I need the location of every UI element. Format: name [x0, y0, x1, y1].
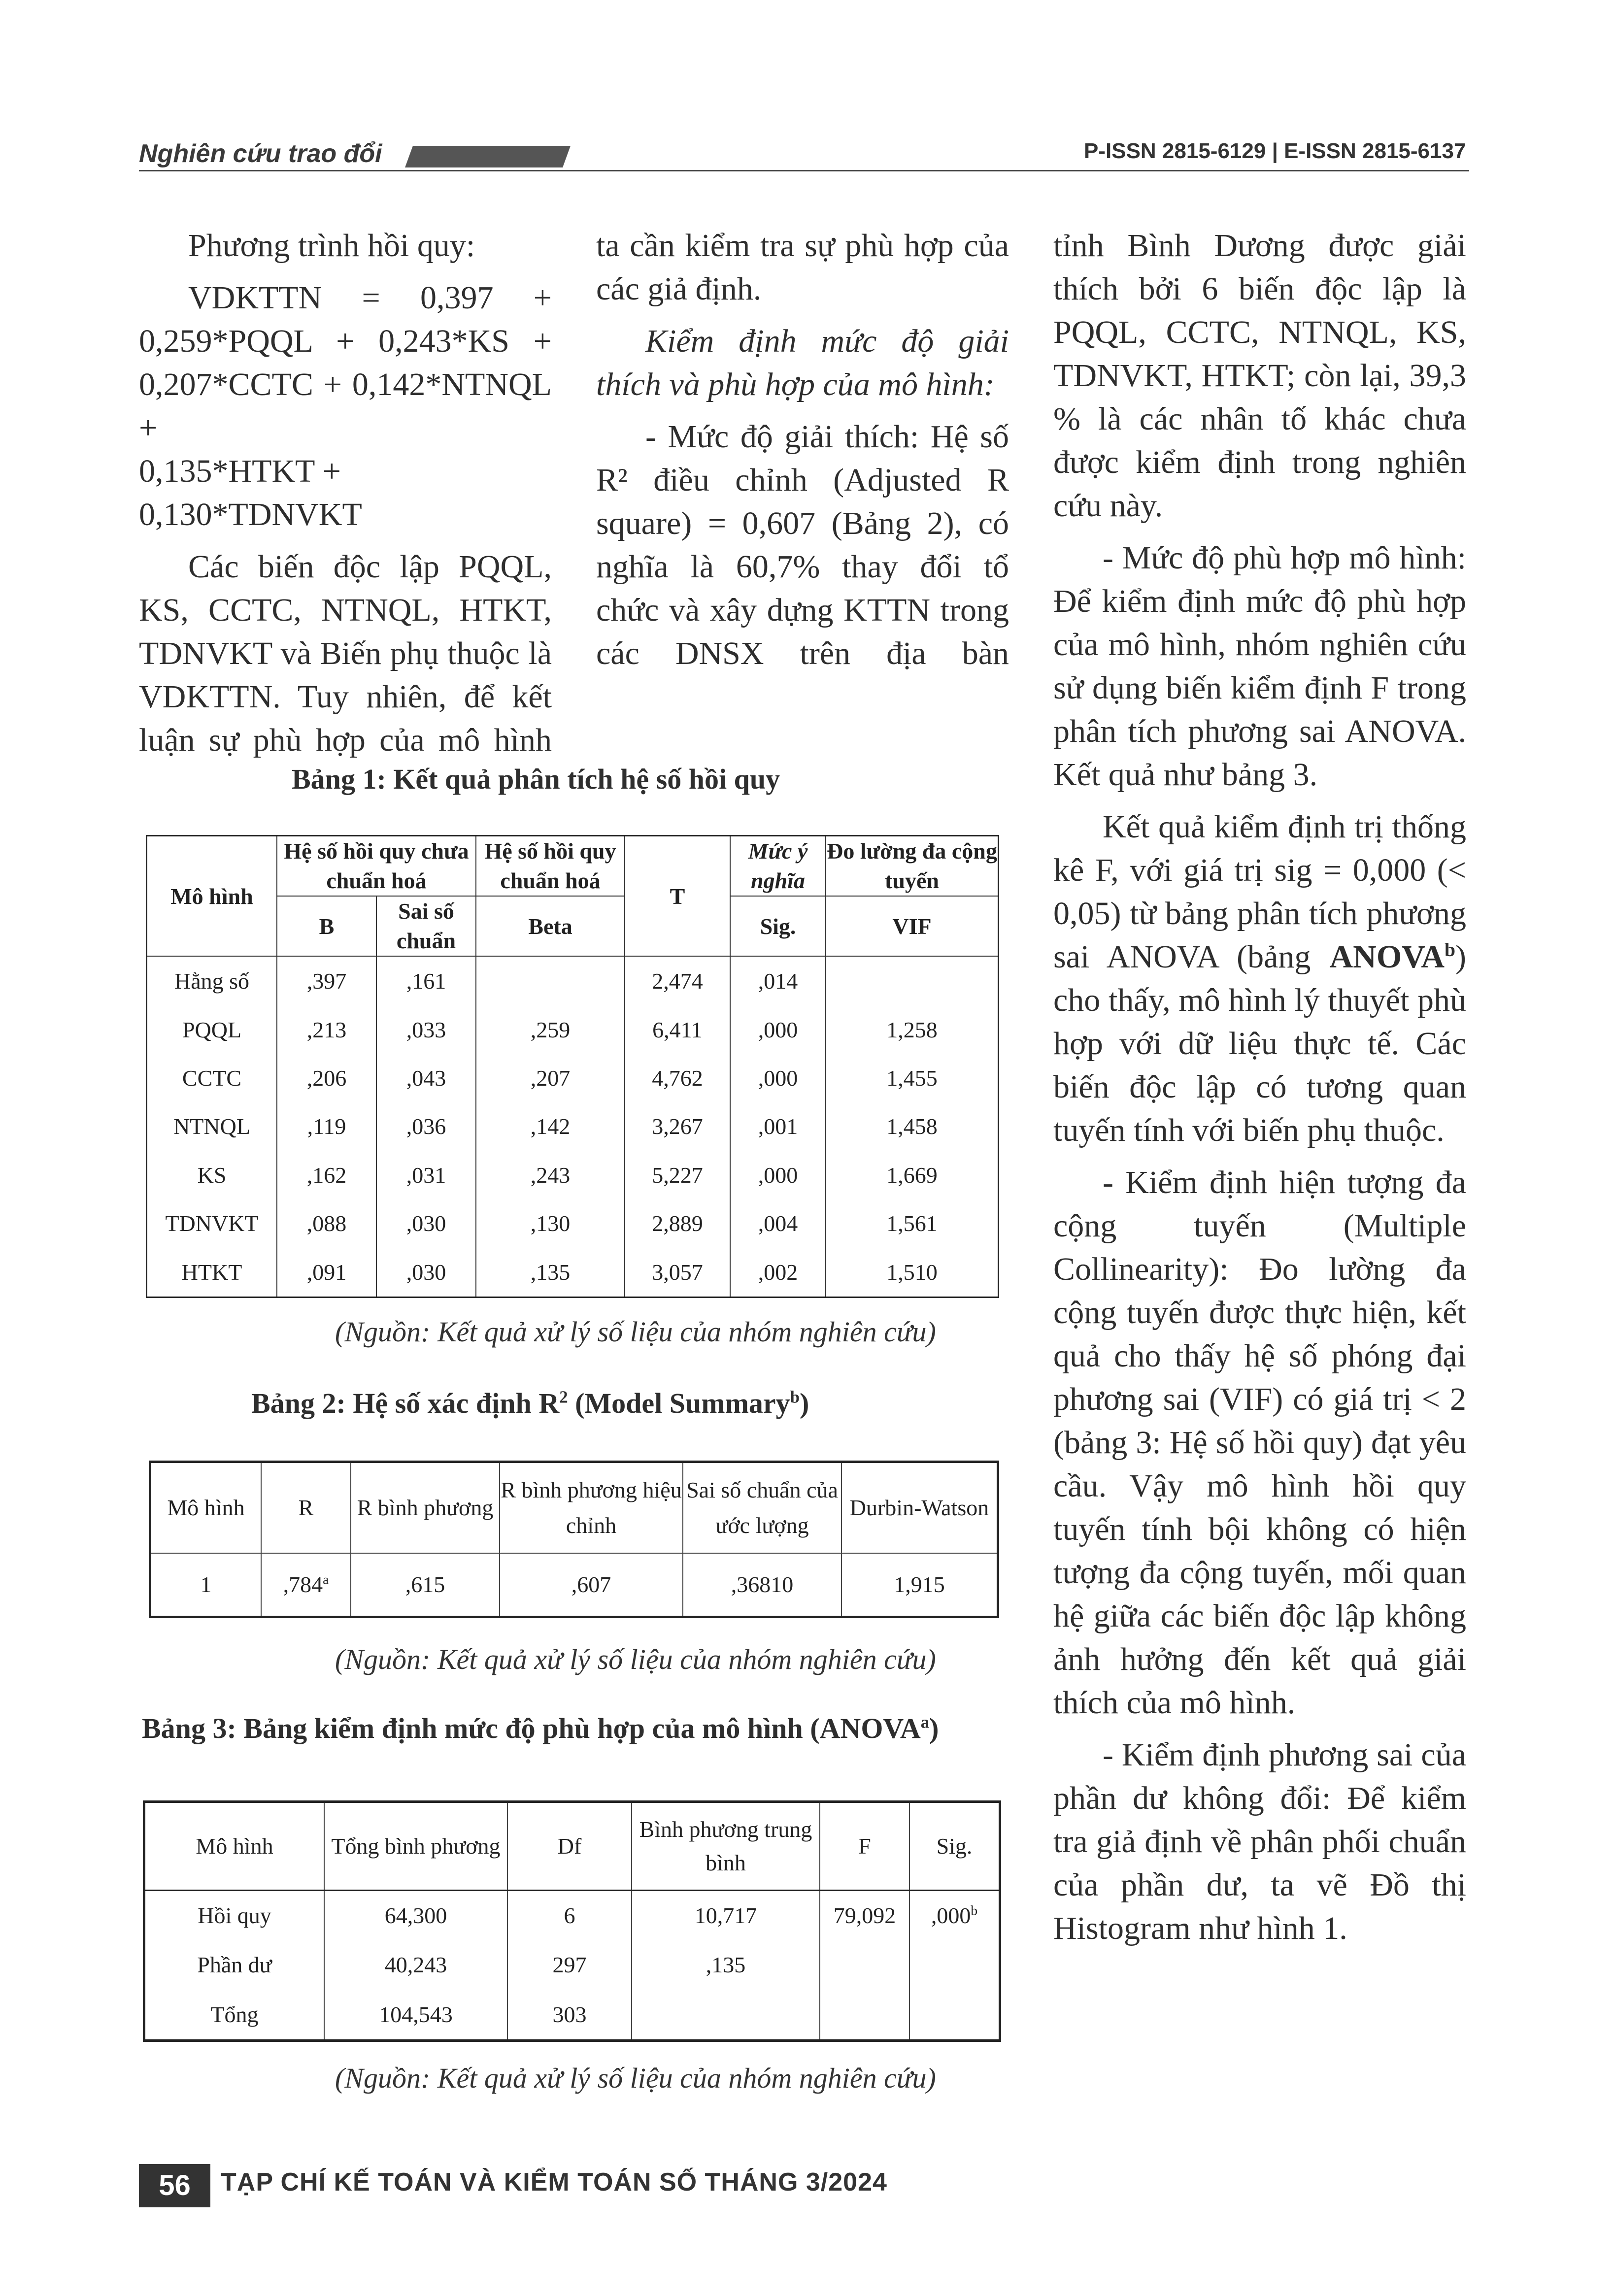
- issn-label: P-ISSN 2815-6129 | E-ISSN 2815-6137: [1084, 139, 1466, 163]
- table-cell: ,030: [376, 1247, 476, 1297]
- table-cell: ,213: [277, 1005, 376, 1054]
- table-header: Sai số chuẩn: [376, 896, 476, 956]
- equation-line: [139, 276, 552, 320]
- table-cell: [826, 956, 999, 1005]
- table-cell: ,031: [376, 1151, 476, 1199]
- table-header: R bình phương: [351, 1462, 500, 1553]
- text-column-left: [139, 224, 552, 771]
- regression-equation: [139, 276, 552, 536]
- table-header: Beta: [476, 896, 625, 956]
- table3-source: (Nguồn: Kết quả xử lý số liệu của nhóm nghiên cứu): [335, 2062, 936, 2094]
- paragraph: - Kiểm định phương sai của phần dư không đổi: Để kiểm tra giả định về phân phối chuẩn của phần dư, ta vẽ Đồ thị Histogram như hình 1.: [1053, 1737, 1466, 1946]
- table-cell: 10,717: [632, 1891, 820, 1941]
- table-header: Sig.: [730, 896, 826, 956]
- paragraph: - Kiểm định hiện tượng đa cộng tuyến (Multiple Collinearity): Đo lường đa cộng tuyến được thực hiện, kết quả cho thấy hệ số phóng đại phương sai (VIF) có giá trị < 2 (bảng 3: Hệ số hồi quy) đạt yêu cầu. Vậy mô hình hồi quy tuyến tính bội không có hiện tượng đa cộng tuyến, mối quan hệ giữa các biến độc lập không ảnh hưởng đến kết quả giải thích của mô hình.: [1053, 1165, 1466, 1721]
- table-cell: [820, 1940, 909, 1990]
- header-rule: [139, 170, 1469, 171]
- table-cell: ,206: [277, 1054, 376, 1102]
- paragraph: - Mức độ giải thích: Hệ số R² điều chỉnh (Adjusted R square) = 0,607 (Bảng 2), có nghĩa là 60,7% thay đổi tổ chức và xây dựng KTTN trong các DNSX trên địa bàn: [596, 419, 1009, 671]
- table-row: [144, 1990, 1000, 2040]
- table1-caption: Bảng 1: Kết quả phân tích hệ số hồi quy: [292, 763, 780, 795]
- equation-line: 0,259*PQQL + 0,243*KS +: [139, 323, 552, 359]
- table-cell: ,004: [730, 1199, 826, 1247]
- table-cell: ,000: [730, 1054, 826, 1102]
- table-cell: NTNQL: [147, 1102, 277, 1151]
- table-cell: ,043: [376, 1054, 476, 1102]
- table3-caption: Bảng 3: Bảng kiểm định mức độ phù hợp của mô hình (ANOVA$^a$): [142, 1712, 939, 1744]
- table-cell: ,207: [476, 1054, 625, 1102]
- table-cell: ,135: [476, 1247, 625, 1297]
- equation-plus: +: [533, 280, 552, 316]
- table-row: [147, 1054, 999, 1102]
- table-cell: [909, 1990, 1000, 2040]
- table-header: T: [625, 836, 730, 957]
- table-cell: ,607: [500, 1553, 683, 1617]
- text-column-middle: [596, 224, 1009, 684]
- table-cell: 3,267: [625, 1102, 730, 1151]
- table-cell: ,000: [730, 1151, 826, 1199]
- table-cell: 40,243: [324, 1940, 507, 1990]
- table-cell: 297: [507, 1940, 632, 1990]
- equation-constant: 0,397: [420, 280, 494, 316]
- table-cell: 1,458: [826, 1102, 999, 1151]
- table-cell: ,130: [476, 1199, 625, 1247]
- table-cell: ,397: [277, 956, 376, 1005]
- table-cell: Tổng: [144, 1990, 325, 2040]
- table-cell: ,033: [376, 1005, 476, 1054]
- table-cell: HTKT: [147, 1247, 277, 1297]
- table-header: Đo lường đa cộng tuyến: [826, 836, 999, 897]
- table-cell: TDNVKT: [147, 1199, 277, 1247]
- table2-caption: Bảng 2: Hệ số xác định $R^2$ (Model Summary$^b$): [251, 1387, 809, 1419]
- table-cell: ,135: [632, 1940, 820, 1990]
- table-cell: 4,762: [625, 1054, 730, 1102]
- table-cell: ,259: [476, 1005, 625, 1054]
- table-cell: 5,227: [625, 1151, 730, 1199]
- table-cell: 1: [150, 1553, 262, 1617]
- equation-equals: =: [362, 280, 380, 316]
- table2-model-summary: [149, 1461, 999, 1618]
- table-cell: ,615: [351, 1553, 500, 1617]
- table-cell: Hồi quy: [144, 1891, 325, 1941]
- table-cell: ,243: [476, 1151, 625, 1199]
- table-cell: ,002: [730, 1247, 826, 1297]
- table-header: Tổng bình phương: [324, 1802, 507, 1891]
- table-cell: ,142: [476, 1102, 625, 1151]
- table-row: [144, 1940, 1000, 1990]
- table-cell: 79,092: [820, 1891, 909, 1941]
- table-header: Df: [507, 1802, 632, 1891]
- paragraph: - Mức độ phù hợp mô hình: Để kiểm định mức độ phù hợp của mô hình, nhóm nghiên cứu sử dụng biến kiểm định F trong phân tích phương sai ANOVA. Kết quả như bảng 3.: [1053, 540, 1466, 793]
- table-cell: Hằng số: [147, 956, 277, 1005]
- table-row: [150, 1553, 998, 1617]
- equation-line: 0,135*HTKT + 0,130*TDNVKT: [139, 453, 362, 532]
- text-column-right: [1053, 224, 1466, 1959]
- table-row: [144, 1891, 1000, 1941]
- table-row: [147, 956, 999, 1005]
- table-cell: CCTC: [147, 1054, 277, 1102]
- table-cell: ,000: [730, 1005, 826, 1054]
- table-row: [147, 1005, 999, 1054]
- table-cell: 1,455: [826, 1054, 999, 1102]
- table-row: [147, 1199, 999, 1247]
- table-cell: 2,889: [625, 1199, 730, 1247]
- table-cell: ,161: [376, 956, 476, 1005]
- table-header: R: [261, 1462, 351, 1553]
- table-header: VIF: [826, 896, 999, 956]
- table-header: Durbin-Watson: [841, 1462, 998, 1553]
- table-header: Hệ số hồi quy chuẩn hoá: [476, 836, 625, 897]
- table2-source: (Nguồn: Kết quả xử lý số liệu của nhóm nghiên cứu): [335, 1643, 936, 1675]
- table-cell: Phần dư: [144, 1940, 325, 1990]
- table-cell: ,119: [277, 1102, 376, 1151]
- table-cell: 3,057: [625, 1247, 730, 1297]
- table-header: Hệ số hồi quy chưa chuẩn hoá: [277, 836, 476, 897]
- table-cell: ,001: [730, 1102, 826, 1151]
- table-header: Mức ý nghĩa: [730, 836, 826, 897]
- table-header: F: [820, 1802, 909, 1891]
- table-header: Sai số chuẩn của ước lượng: [683, 1462, 841, 1553]
- table-header: Mô hình: [144, 1802, 325, 1891]
- table-cell: ,088: [277, 1199, 376, 1247]
- table-header: Bình phương trung bình: [632, 1802, 820, 1891]
- equation-lhs: VDKTTN: [188, 280, 322, 316]
- table-cell: 6: [507, 1891, 632, 1941]
- table3-anova: [143, 1800, 1001, 2042]
- table-cell: 2,474: [625, 956, 730, 1005]
- table-row: [147, 1247, 999, 1297]
- paragraph: Các biến độc lập PQQL, KS, CCTC, NTNQL, HTKT, TDNVKT và Biến phụ thuộc là VDKTTN. Tuy nhiên, để kết luận sự phù hợp của mô hình: [139, 549, 552, 758]
- table-header: Mô hình: [147, 836, 277, 957]
- table-cell: ,030: [376, 1199, 476, 1247]
- table-cell: [476, 956, 625, 1005]
- table-cell: ,091: [277, 1247, 376, 1297]
- table-cell: ,036: [376, 1102, 476, 1151]
- table-cell: 1,258: [826, 1005, 999, 1054]
- table-cell: ,784$^a$: [261, 1553, 351, 1617]
- table1-regression: [146, 835, 999, 1298]
- table-cell: ,162: [277, 1151, 376, 1199]
- paragraph: Phương trình hồi quy:: [188, 228, 475, 264]
- table-cell: 1,510: [826, 1247, 999, 1297]
- paragraph: Kết quả kiểm định trị thống kê F, với giá trị sig = 0,000 (< 0,05) từ bảng phân tích phương sai ANOVA (bảng ANOVA$^b$) cho thấy, mô hình lý thuyết phù hợp với dữ liệu thực tế. Các biến độc lập có tương quan tuyến tính với biến phụ thuộc.: [1053, 809, 1466, 1148]
- table-cell: 1,915: [841, 1553, 998, 1617]
- table-cell: [909, 1940, 1000, 1990]
- journal-name: TẠP CHÍ KẾ TOÁN VÀ KIỂM TOÁN SỐ THÁNG 3/2024: [221, 2168, 887, 2196]
- table-row: [147, 1102, 999, 1151]
- table-cell: [632, 1990, 820, 2040]
- paragraph: ta cần kiểm tra sự phù hợp của các giả định.: [596, 228, 1009, 307]
- table-cell: PQQL: [147, 1005, 277, 1054]
- table-cell: 104,543: [324, 1990, 507, 2040]
- table-header: R bình phương hiệu chỉnh: [500, 1462, 683, 1553]
- page-number: 56: [139, 2164, 210, 2207]
- paragraph: tỉnh Bình Dương được giải thích bởi 6 biến độc lập là PQQL, CCTC, NTNQL, KS, TDNVKT, HTKT; còn lại, 39,3 % là các nhân tố khác chưa được kiểm định trong nghiên cứu này.: [1053, 228, 1466, 524]
- table-cell: ,000$^b$: [909, 1891, 1000, 1941]
- table-cell: 1,669: [826, 1151, 999, 1199]
- table1-source: (Nguồn: Kết quả xử lý số liệu của nhóm nghiên cứu): [335, 1316, 936, 1348]
- table-cell: 1,561: [826, 1199, 999, 1247]
- header-decor-bar: [405, 146, 571, 167]
- section-title: Nghiên cứu trao đổi: [139, 139, 382, 168]
- table-cell: KS: [147, 1151, 277, 1199]
- equation-line: 0,207*CCTC + 0,142*NTNQL +: [139, 366, 552, 446]
- table-cell: 6,411: [625, 1005, 730, 1054]
- table-cell: 303: [507, 1990, 632, 2040]
- table-cell: [820, 1990, 909, 2040]
- table-header: Sig.: [909, 1802, 1000, 1891]
- table-cell: ,014: [730, 956, 826, 1005]
- table-header: B: [277, 896, 376, 956]
- table-cell: 64,300: [324, 1891, 507, 1941]
- paragraph-italic: Kiểm định mức độ giải thích và phù hợp của mô hình:: [596, 323, 1009, 402]
- table-row: [147, 1151, 999, 1199]
- table-cell: ,36810: [683, 1553, 841, 1617]
- table-header: Mô hình: [150, 1462, 262, 1553]
